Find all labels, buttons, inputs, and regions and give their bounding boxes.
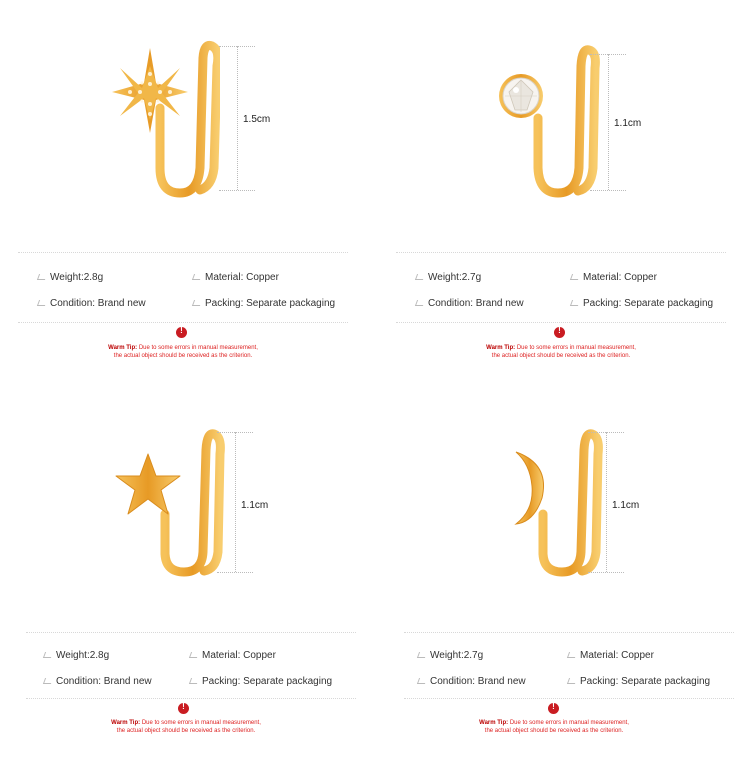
size-label: 1.1cm [241,500,269,511]
size-label: 1.1cm [612,500,640,511]
divider [396,322,726,323]
warning-icon [548,703,559,714]
warning-icon [178,703,189,714]
condition-spec: Condition: Brand new [44,676,152,687]
product-card-moon [378,380,750,762]
weight-spec: Weight:2.8g [44,650,109,661]
weight-spec: Weight:2.8g [38,272,103,283]
material-spec: Material: Copper [571,272,657,283]
moon-icon [498,424,618,584]
divider [404,632,734,633]
size-label: 1.5cm [243,114,271,125]
material-spec: Material: Copper [193,272,279,283]
divider [18,322,348,323]
warm-tip: Warm Tip: Due to some errors in manual measurement, the actual object should be received as the criterion. [479,720,629,734]
material-spec: Material: Copper [568,650,654,661]
warm-tip: Warm Tip: Due to some errors in manual measurement, the actual object should be received as the criterion. [108,345,258,359]
warning-icon [176,327,187,338]
condition-spec: Condition: Brand new [38,298,146,309]
divider [26,698,356,699]
divider [26,632,356,633]
material-spec: Material: Copper [190,650,276,661]
product-card-gem [378,0,750,382]
weight-spec: Weight:2.7g [418,650,483,661]
size-label: 1.1cm [614,118,642,129]
packing-spec: Packing: Separate packaging [190,676,332,687]
packing-spec: Packing: Separate packaging [193,298,335,309]
product-card-starburst [0,0,375,382]
gem-icon [493,38,613,198]
packing-spec: Packing: Separate packaging [568,676,710,687]
condition-spec: Condition: Brand new [418,676,526,687]
product-card-star [0,380,375,762]
starburst-icon [100,38,220,198]
divider [404,698,734,699]
star-icon [110,424,230,584]
packing-spec: Packing: Separate packaging [571,298,713,309]
warning-icon [554,327,565,338]
divider [18,252,348,253]
warm-tip: Warm Tip: Due to some errors in manual measurement, the actual object should be received as the criterion. [486,345,636,359]
weight-spec: Weight:2.7g [416,272,481,283]
condition-spec: Condition: Brand new [416,298,524,309]
divider [396,252,726,253]
warm-tip: Warm Tip: Due to some errors in manual measurement, the actual object should be received as the criterion. [111,720,261,734]
